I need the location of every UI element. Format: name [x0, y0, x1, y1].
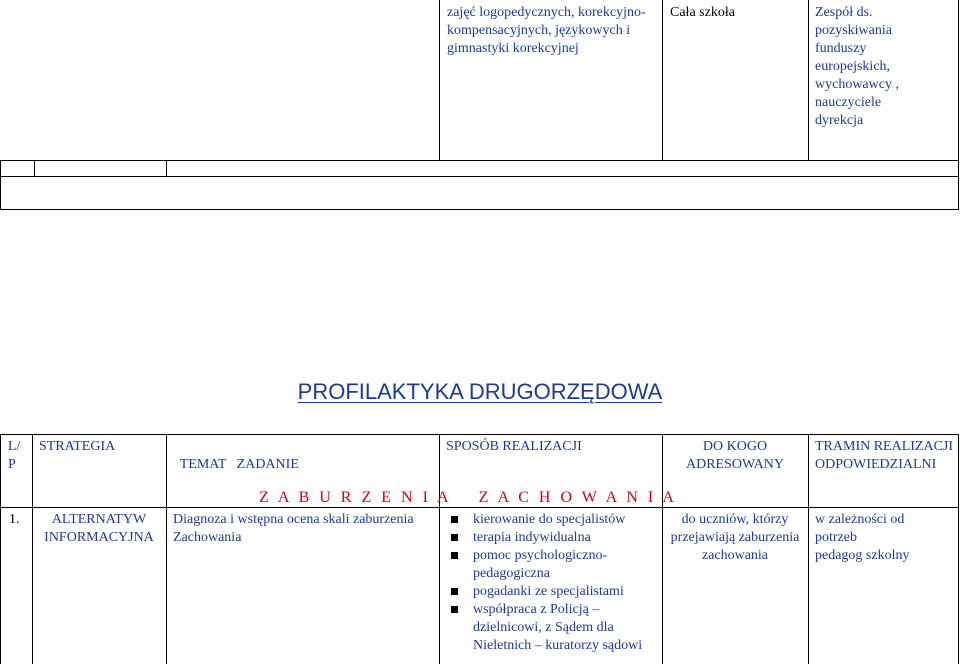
header-topic-text: TEMAT ZADANIE [179, 457, 299, 472]
method-text: pogadanki ze specjalistami [473, 584, 624, 599]
main-table-border [439, 434, 440, 664]
header-target-text: DO KOGO ADRESOWANY [686, 439, 784, 472]
row1-deadline [815, 511, 955, 565]
row1-topic-text: Diagnoza i wstępna ocena skali zaburzenia Zachowania [173, 512, 414, 545]
row1-deadline-text: w zależności od potrzeb [815, 512, 905, 545]
header-method [446, 438, 658, 456]
activity-cell [447, 4, 652, 58]
list-item [441, 547, 659, 583]
top-table-border [808, 0, 809, 160]
header-strategy [39, 438, 164, 456]
top-table-border [662, 0, 663, 160]
row1-methods [441, 511, 659, 655]
top-table-border [958, 0, 959, 210]
section-title: PROFILAKTYKA DRUGORZĘDOWA [297, 379, 663, 404]
top-table-border [166, 160, 167, 176]
main-table-border [32, 434, 33, 664]
main-table-border [166, 434, 167, 664]
top-table-border [0, 160, 1, 210]
header-deadline-text: TRAMIN REALIZACJI ODPOWIEDZIALNI [815, 439, 954, 472]
responsible-cell [815, 4, 915, 130]
row1-strategy [34, 511, 164, 547]
method-text: pomoc psychologiczno-pedagogiczna [473, 548, 608, 581]
activity-text: zajęć logopedycznych, korekcyjno- kompensacyjnych, językowych i gimnastyki korekcyjnej [447, 5, 646, 56]
row1-topic [173, 511, 435, 547]
row1-lp: 1. [9, 512, 20, 527]
header-method-text: SPOSÓB REALIZACJI [446, 439, 582, 454]
main-table-border [0, 434, 1, 664]
subheading: Z A B U R Z E N I A Z A C H O W A N I A [259, 489, 677, 506]
methods-list [441, 511, 659, 655]
method-text: kierowanie do specjalistów [473, 512, 626, 527]
top-table-border [0, 209, 959, 210]
row1-target [662, 511, 808, 565]
header-strategy-text: STRATEGIA [39, 439, 116, 454]
row1-strategy-text: ALTERNATYW INFORMACYJNA [44, 512, 154, 545]
header-target [662, 438, 808, 474]
header-lp-text: L/ P [8, 439, 21, 472]
target-cell [670, 4, 800, 22]
bullet-square-icon [451, 552, 458, 559]
top-table-border [34, 160, 35, 176]
main-table-border [958, 434, 959, 664]
top-table-border [0, 176, 959, 177]
bullet-square-icon [451, 534, 458, 541]
method-text: terapia indywidualna [473, 530, 591, 545]
header-deadline [815, 438, 957, 474]
method-text: współpraca z Policją – dzielnicowi, z Sądem dla Nieletnich – kuratorzy sądowi [473, 602, 643, 653]
main-table-border [0, 434, 959, 435]
main-table-border [808, 434, 809, 664]
bullet-square-icon [451, 588, 458, 595]
top-table-border [0, 160, 959, 161]
list-item [441, 529, 659, 547]
bullet-square-icon [451, 606, 458, 613]
target-text: Cała szkoła [670, 5, 735, 20]
top-table-border [439, 0, 440, 160]
list-item [441, 601, 659, 655]
list-item [441, 511, 659, 529]
row1-responsible-text: pedagog szkolny [815, 548, 910, 563]
header-lp [8, 438, 28, 474]
list-item [441, 583, 659, 601]
responsible-text: Zespół ds. pozyskiwania funduszy europejskich, wychowawcy , nauczyciele dyrekcja [815, 5, 899, 128]
bullet-square-icon [451, 516, 458, 523]
row1-target-text: do uczniów, którzy przejawiają zaburzenia zachowania [670, 512, 800, 563]
main-table-border [0, 507, 959, 508]
header-topic [173, 438, 435, 474]
